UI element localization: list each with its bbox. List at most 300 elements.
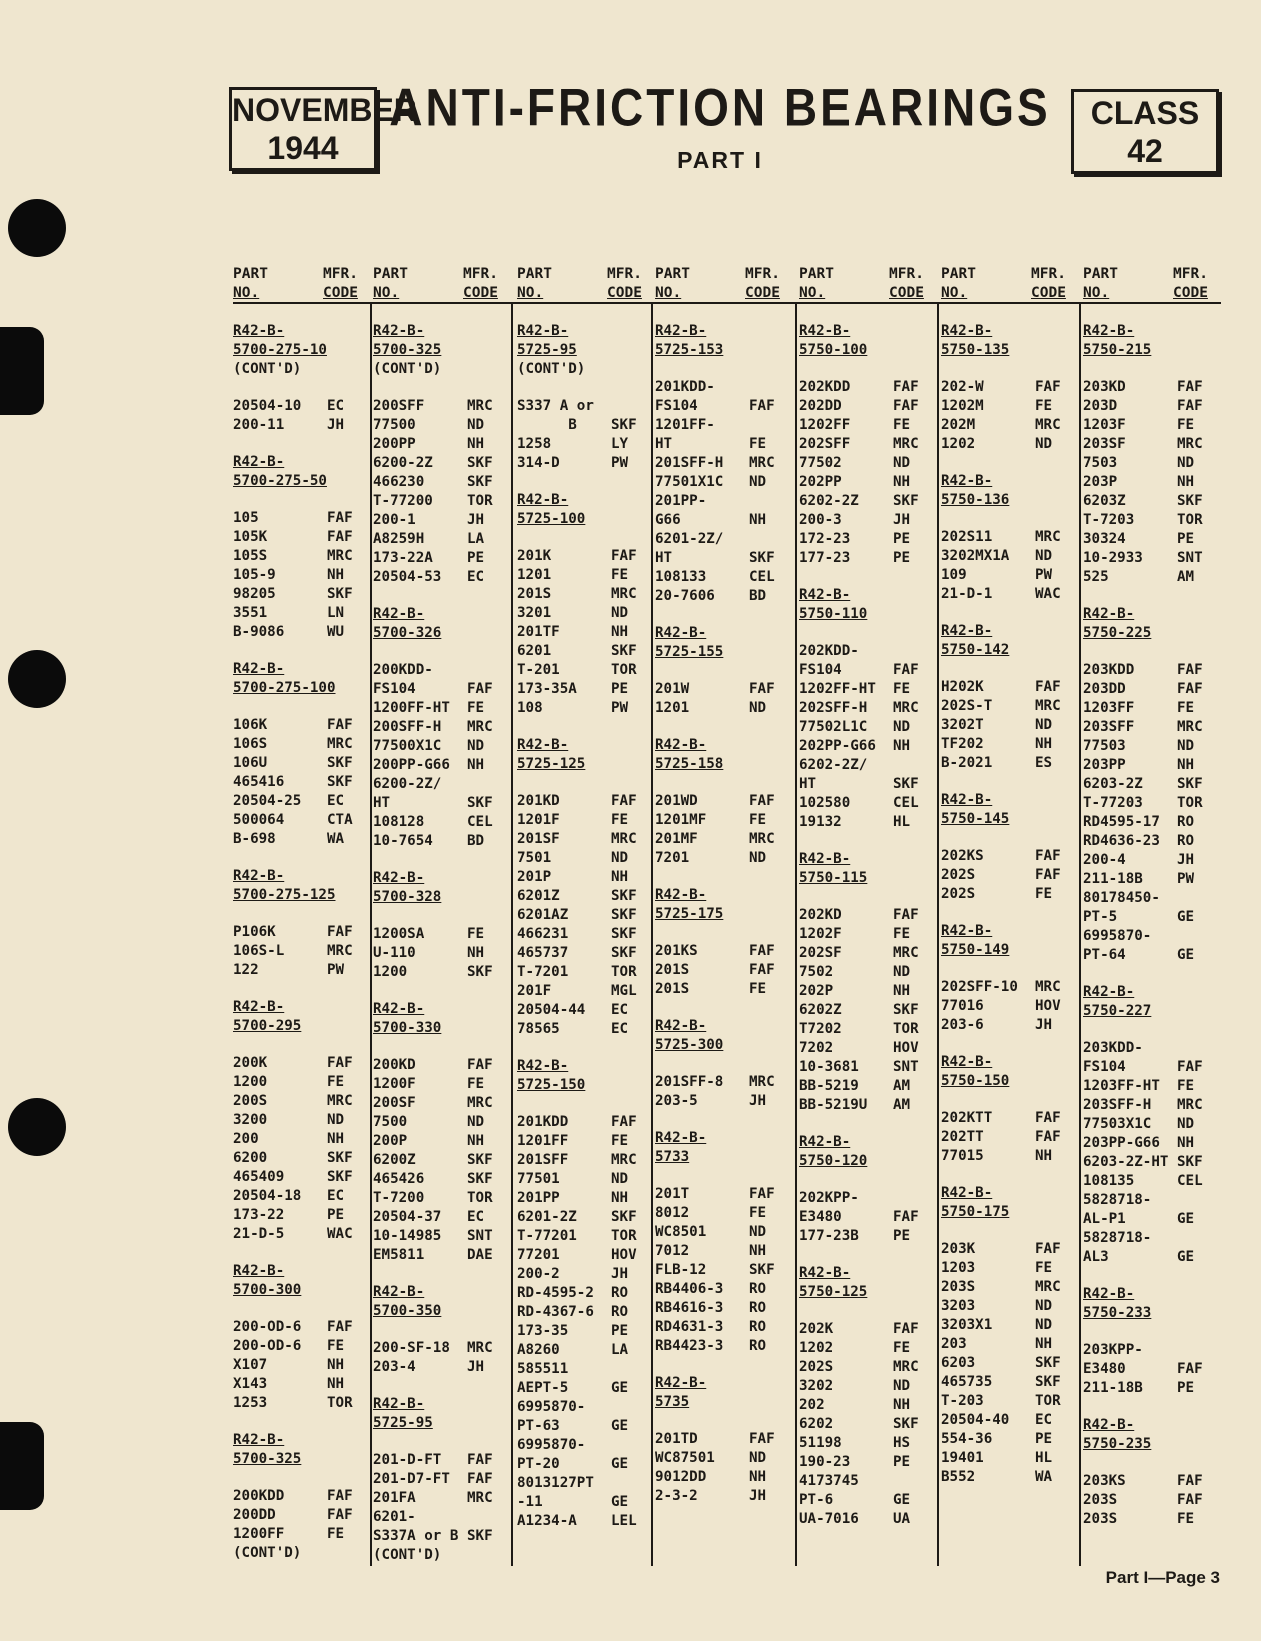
- table-row: [799, 549, 935, 568]
- continuation-line: [233, 1544, 369, 1563]
- part-number: T-77201: [517, 1228, 577, 1244]
- row-spacer: [941, 1035, 1077, 1053]
- table-row: [655, 568, 791, 587]
- part-number: 202KD: [799, 907, 842, 923]
- row-spacer: [941, 1091, 1077, 1109]
- table-row: [517, 1246, 653, 1265]
- mfr-code: MRC: [1177, 1097, 1203, 1113]
- group-heading-text: R42-B-: [941, 792, 993, 808]
- mfr-code: TOR: [893, 1021, 919, 1037]
- continuation-line: [517, 1436, 653, 1455]
- mfr-code: FAF: [327, 1488, 353, 1504]
- group-heading: [941, 341, 1077, 360]
- table-row: [233, 1394, 369, 1413]
- continuation-line: [799, 1472, 935, 1491]
- mfr-code: FE: [893, 1340, 911, 1356]
- row-spacer: [517, 1039, 653, 1057]
- group-heading-text: R42-B-: [373, 870, 425, 886]
- header-no-label: NO.: [799, 285, 826, 301]
- row-spacer: [1083, 1454, 1219, 1472]
- table-row: [799, 454, 935, 473]
- mfr-code: SKF: [327, 1150, 353, 1166]
- mfr-code: JH: [1177, 852, 1195, 868]
- mfr-code: SKF: [611, 1209, 637, 1225]
- class-label: CLASS: [1090, 94, 1200, 131]
- part-number: 6201AZ: [517, 907, 569, 923]
- part-number: 106S: [233, 736, 268, 752]
- group-heading: [1083, 1002, 1219, 1021]
- table-row: [517, 925, 653, 944]
- row-spacer: [1083, 1021, 1219, 1039]
- table-row: [517, 963, 653, 982]
- table-row: [233, 585, 369, 604]
- mfr-code: RO: [1177, 833, 1195, 849]
- mfr-code: GE: [1177, 909, 1195, 925]
- part-number: B552: [941, 1469, 976, 1485]
- mfr-code: RO: [749, 1281, 767, 1297]
- table-row: [799, 1039, 935, 1058]
- mfr-code: ND: [611, 605, 629, 621]
- part-number: 201K: [517, 548, 552, 564]
- part-number: 202KDD: [799, 379, 851, 395]
- group-heading: [941, 1184, 1077, 1203]
- mfr-code: GE: [611, 1418, 629, 1434]
- part-number: 203-4: [373, 1359, 416, 1375]
- table-row: [1083, 813, 1219, 832]
- table-row: [233, 1337, 369, 1356]
- part-number: X143: [233, 1376, 268, 1392]
- mfr-code: FE: [893, 681, 911, 697]
- table-row: [799, 1339, 935, 1358]
- group-heading: [233, 472, 369, 491]
- part-number: E3480: [799, 1209, 842, 1225]
- group-heading: [655, 341, 791, 360]
- table-row: [233, 1375, 369, 1394]
- table-row: [941, 1449, 1077, 1468]
- part-number: 1203FF-HT: [1083, 1078, 1160, 1094]
- mfr-code: WU: [327, 624, 345, 640]
- mfr-code: FE: [893, 417, 911, 433]
- group-heading-text: 5725-150: [517, 1077, 586, 1093]
- mfr-code: PE: [893, 1454, 911, 1470]
- part-number: 172-23: [799, 531, 851, 547]
- mfr-code: FAF: [893, 662, 919, 678]
- mfr-code: FAF: [749, 398, 775, 414]
- continuation-text: 202KPP-: [799, 1190, 859, 1206]
- part-number: 1200F: [373, 1076, 416, 1092]
- table-row: [517, 1341, 653, 1360]
- table-row: [517, 1322, 653, 1341]
- part-number: 201-D-FT: [373, 1452, 442, 1468]
- mfr-code: FAF: [1035, 379, 1061, 395]
- part-number: 6201Z: [517, 888, 560, 904]
- group-heading-text: R42-B-: [233, 868, 285, 884]
- table-row: [941, 754, 1077, 773]
- mfr-code: SKF: [467, 474, 493, 490]
- part-number: 6201: [517, 643, 552, 659]
- part-number: 19401: [941, 1450, 984, 1466]
- mfr-code: CEL: [1177, 1173, 1203, 1189]
- table-row: [655, 811, 791, 830]
- mfr-code: MRC: [893, 945, 919, 961]
- table-row: [517, 454, 653, 473]
- binder-clip: [0, 1422, 44, 1510]
- part-number: 105K: [233, 529, 268, 545]
- table-row: [1083, 1134, 1219, 1153]
- mfr-code: RO: [1177, 814, 1195, 830]
- part-number: 108128: [373, 814, 425, 830]
- mfr-code: NH: [611, 624, 629, 640]
- table-row: [941, 528, 1077, 547]
- part-number: 200-OD-6: [233, 1319, 302, 1335]
- group-heading-text: R42-B-: [373, 323, 425, 339]
- table-row: [373, 1170, 509, 1189]
- table-row: [799, 775, 935, 794]
- group-heading-text: 5750-233: [1083, 1305, 1152, 1321]
- row-spacer: [517, 1095, 653, 1113]
- mfr-code: NH: [467, 436, 485, 452]
- mfr-code: SKF: [749, 1262, 775, 1278]
- mfr-code: NH: [467, 1133, 485, 1149]
- group-heading-text: 5750-149: [941, 942, 1010, 958]
- table-row: [233, 811, 369, 830]
- mfr-code: MRC: [893, 700, 919, 716]
- table-row: [941, 978, 1077, 997]
- table-row: [655, 1242, 791, 1261]
- mfr-code: SKF: [893, 776, 919, 792]
- table-row: [373, 963, 509, 982]
- table-row: [941, 1240, 1077, 1259]
- mfr-code: FE: [467, 700, 485, 716]
- part-number: 200PP: [373, 436, 416, 452]
- part-number: 1203: [941, 1260, 976, 1276]
- mfr-code: FAF: [1177, 662, 1203, 678]
- table-row: [517, 792, 653, 811]
- mfr-code: PE: [893, 531, 911, 547]
- group-heading: [1083, 624, 1219, 643]
- row-spacer: [233, 435, 369, 453]
- part-number: 1202: [799, 1340, 834, 1356]
- mfr-code: NH: [749, 1469, 767, 1485]
- part-number: 201T: [655, 1186, 690, 1202]
- mfr-code: MRC: [611, 586, 637, 602]
- table-row: [799, 511, 935, 530]
- part-number: 105: [233, 510, 259, 526]
- mfr-code: FE: [1177, 1078, 1195, 1094]
- mfr-code: GE: [611, 1456, 629, 1472]
- part-number: 6203: [941, 1355, 976, 1371]
- part-number: 7201: [655, 850, 690, 866]
- table-row: [941, 397, 1077, 416]
- binder-hole: [8, 199, 66, 257]
- table-row: [517, 566, 653, 585]
- header-part-label: PART: [517, 266, 552, 282]
- part-number: RD4595-17: [1083, 814, 1160, 830]
- mfr-code: FAF: [1177, 1492, 1203, 1508]
- part-number: 465737: [517, 945, 569, 961]
- group-heading: [373, 1283, 509, 1302]
- group-heading: [233, 322, 369, 341]
- part-number: 202S: [799, 1359, 834, 1375]
- mfr-code: FAF: [327, 924, 353, 940]
- row-spacer: [373, 982, 509, 1000]
- part-number: 466230: [373, 474, 425, 490]
- table-row: [233, 735, 369, 754]
- part-number: 6200: [233, 1150, 268, 1166]
- mfr-code: TOR: [467, 1190, 493, 1206]
- part-number: 3203: [941, 1298, 976, 1314]
- table-row: [655, 830, 791, 849]
- part-number: 8012: [655, 1205, 690, 1221]
- table-row: [1083, 1210, 1219, 1229]
- table-row: [1083, 568, 1219, 587]
- table-row: [233, 1206, 369, 1225]
- mfr-code: NH: [327, 567, 345, 583]
- table-row: [799, 1058, 935, 1077]
- part-number: 98205: [233, 586, 276, 602]
- part-number: 20504-37: [373, 1209, 442, 1225]
- part-number: 201MF: [655, 831, 698, 847]
- row-spacer: [941, 1166, 1077, 1184]
- table-row: [799, 1320, 935, 1339]
- mfr-code: FAF: [327, 1319, 353, 1335]
- row-spacer: [941, 454, 1077, 472]
- part-number: 202P: [799, 983, 834, 999]
- table-row: [799, 680, 935, 699]
- table-row: [799, 925, 935, 944]
- table-row: [1083, 416, 1219, 435]
- table-row: [373, 813, 509, 832]
- group-heading-text: 5700-330: [373, 1020, 442, 1036]
- part-number: 202-W: [941, 379, 984, 395]
- mfr-code: PW: [611, 455, 629, 471]
- group-heading: [655, 905, 791, 924]
- group-heading-text: R42-B-: [655, 1130, 707, 1146]
- mfr-code: FE: [327, 1526, 345, 1542]
- table-row: [941, 1147, 1077, 1166]
- table-row: [1083, 851, 1219, 870]
- column-divider: [937, 304, 939, 1566]
- part-number: T7202: [799, 1021, 842, 1037]
- mfr-code: NH: [893, 474, 911, 490]
- part-number: 202SFF: [799, 436, 851, 452]
- header-part-no: [941, 265, 976, 303]
- table-row: [233, 623, 369, 642]
- mfr-code: ND: [1177, 1116, 1195, 1132]
- table-row: [1083, 946, 1219, 965]
- table-row: [517, 982, 653, 1001]
- header-part-label: PART: [1083, 266, 1118, 282]
- part-number: 77500X1C: [373, 738, 442, 754]
- part-number: 203: [941, 1336, 967, 1352]
- mfr-code: JH: [749, 1488, 767, 1504]
- table-row: [799, 1434, 935, 1453]
- mfr-code: SKF: [893, 1002, 919, 1018]
- table-row: [517, 699, 653, 718]
- table-row: [233, 754, 369, 773]
- header-no-label: NO.: [655, 285, 682, 301]
- mfr-code: MRC: [749, 455, 775, 471]
- part-number: T-203: [941, 1393, 984, 1409]
- table-row: [941, 847, 1077, 866]
- group-heading-text: 5700-328: [373, 889, 442, 905]
- mfr-code: FAF: [1177, 1059, 1203, 1075]
- continuation-line: [655, 492, 791, 511]
- mfr-code: MRC: [1177, 719, 1203, 735]
- group-heading: [655, 1374, 791, 1393]
- group-heading: [941, 922, 1077, 941]
- table-row: [1083, 908, 1219, 927]
- header-part-no: [1083, 265, 1118, 303]
- part-number: G66: [655, 512, 681, 528]
- table-row: [373, 1527, 509, 1546]
- mfr-code: TOR: [611, 662, 637, 678]
- part-number: 202DD: [799, 398, 842, 414]
- continuation-text: 6202-2Z/: [799, 757, 868, 773]
- table-row: [373, 756, 509, 775]
- table-row: [799, 813, 935, 832]
- part-number: 202S: [941, 867, 976, 883]
- table-row: [1083, 1360, 1219, 1379]
- mfr-code: GE: [611, 1380, 629, 1396]
- table-row: [941, 585, 1077, 604]
- row-spacer: [655, 662, 791, 680]
- header-part-label: PART: [799, 266, 834, 282]
- table-row: [233, 773, 369, 792]
- group-heading-text: 5700-350: [373, 1303, 442, 1319]
- continuation-line: [1083, 1191, 1219, 1210]
- row-spacer: [655, 1356, 791, 1374]
- mfr-code: PE: [611, 1323, 629, 1339]
- group-heading-text: 5750-142: [941, 642, 1010, 658]
- row-spacer: [941, 1222, 1077, 1240]
- mfr-code: FAF: [749, 1431, 775, 1447]
- mfr-code: ES: [1035, 755, 1053, 771]
- header-mfr-code: [607, 265, 642, 303]
- group-heading-text: 5700-275-10: [233, 342, 327, 358]
- group-heading: [799, 1283, 935, 1302]
- part-number: 1202FF-HT: [799, 681, 876, 697]
- part-number: 202KS: [941, 848, 984, 864]
- mfr-code: FAF: [893, 1321, 919, 1337]
- group-heading: [233, 1450, 369, 1469]
- part-number: 201SF: [517, 831, 560, 847]
- column-divider: [1079, 304, 1081, 1566]
- table-row: [1083, 492, 1219, 511]
- part-number: 200-11: [233, 417, 285, 433]
- part-number: 10-14985: [373, 1228, 442, 1244]
- part-number: 6203Z: [1083, 493, 1126, 509]
- table-row: [373, 568, 509, 587]
- row-spacer: [655, 1055, 791, 1073]
- part-number: 3203X1: [941, 1317, 993, 1333]
- part-number: A8260: [517, 1342, 560, 1358]
- group-heading: [373, 1000, 509, 1019]
- group-heading-text: R42-B-: [799, 851, 851, 867]
- part-number: A8259H: [373, 531, 425, 547]
- table-row: [941, 1335, 1077, 1354]
- group-heading: [941, 941, 1077, 960]
- row-spacer: [799, 1302, 935, 1320]
- part-number: 20504-25: [233, 793, 302, 809]
- table-row: [517, 604, 653, 623]
- group-heading-text: 5750-225: [1083, 625, 1152, 641]
- part-number: 106U: [233, 755, 268, 771]
- group-heading: [233, 660, 369, 679]
- mfr-code: NH: [467, 757, 485, 773]
- table-row: [373, 454, 509, 473]
- group-heading-text: R42-B-: [517, 737, 569, 753]
- table-row: [1083, 454, 1219, 473]
- part-number: 30324: [1083, 531, 1126, 547]
- mfr-code: JH: [467, 1359, 485, 1375]
- mfr-code: FE: [611, 812, 629, 828]
- group-heading: [655, 322, 791, 341]
- continuation-text: 4173745: [799, 1473, 859, 1489]
- table-row: [373, 549, 509, 568]
- mfr-code: SKF: [611, 888, 637, 904]
- group-heading: [517, 322, 653, 341]
- continuation-text: 6995870-: [517, 1399, 586, 1415]
- mfr-code: PW: [1177, 871, 1195, 887]
- binder-clip: [0, 327, 44, 415]
- mfr-code: JH: [467, 512, 485, 528]
- group-heading-text: 5700-325: [233, 1451, 302, 1467]
- part-number: WC8501: [655, 1224, 707, 1240]
- group-heading-text: 5750-120: [799, 1153, 868, 1169]
- part-number: 3200: [233, 1112, 268, 1128]
- continuation-line: [1083, 927, 1219, 946]
- header-part-no: [517, 265, 552, 303]
- table-row: [799, 1001, 935, 1020]
- table-row: [655, 1430, 791, 1449]
- mfr-code: GE: [1177, 1211, 1195, 1227]
- header-mfr-label: MFR.: [463, 266, 498, 282]
- continuation-text: S337 A or: [517, 398, 594, 414]
- row-spacer: [233, 849, 369, 867]
- part-number: 201TF: [517, 624, 560, 640]
- mfr-code: NH: [467, 945, 485, 961]
- mfr-code: FE: [1035, 886, 1053, 902]
- row-spacer: [373, 643, 509, 661]
- table-row: [799, 906, 935, 925]
- mfr-code: EC: [327, 398, 345, 414]
- group-heading: [233, 341, 369, 360]
- part-number: 1202FF: [799, 417, 851, 433]
- mfr-code: MRC: [467, 1340, 493, 1356]
- table-row: [655, 1449, 791, 1468]
- mfr-code: FAF: [327, 1507, 353, 1523]
- mfr-code: RO: [749, 1300, 767, 1316]
- mfr-code: MRC: [327, 1093, 353, 1109]
- part-number: 78565: [517, 1021, 560, 1037]
- table-row: [373, 1470, 509, 1489]
- mfr-code: MRC: [893, 436, 919, 452]
- group-heading: [373, 624, 509, 643]
- part-number: 202S-T: [941, 698, 993, 714]
- group-heading-text: R42-B-: [799, 587, 851, 603]
- mfr-code: FAF: [327, 510, 353, 526]
- table-row: [799, 1491, 935, 1510]
- mfr-code: FAF: [467, 1471, 493, 1487]
- table-row: [517, 642, 653, 661]
- table-row: [233, 1130, 369, 1149]
- part-number: 173-35: [517, 1323, 569, 1339]
- part-number: 7012: [655, 1243, 690, 1259]
- table-row: [655, 1092, 791, 1111]
- table-row: [517, 623, 653, 642]
- group-heading-text: R42-B-: [655, 887, 707, 903]
